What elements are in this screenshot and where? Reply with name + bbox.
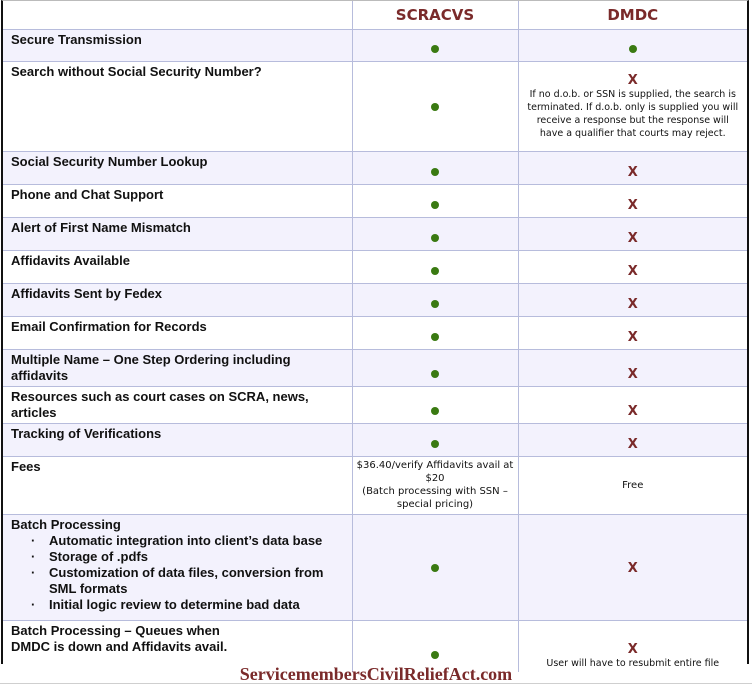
dmdc-cell — [518, 515, 747, 621]
dmdc-cell — [518, 30, 747, 62]
header-feature — [3, 1, 352, 30]
scracvs-cell — [352, 424, 518, 457]
comparison-table — [3, 1, 747, 672]
x-mark-icon: X — [627, 437, 638, 452]
scracvs-cell — [352, 284, 518, 317]
table-row — [3, 251, 747, 284]
scracvs-cell — [352, 317, 518, 350]
scracvs-cell — [352, 185, 518, 218]
feature-label-line: Batch Processing – Queues when — [11, 623, 220, 638]
table-row — [3, 30, 747, 62]
x-mark-icon: X — [627, 560, 638, 576]
dmdc-cell — [518, 387, 747, 424]
fee-line: $20 — [425, 473, 445, 484]
x-mark-icon: X — [627, 231, 638, 246]
feature-label: Phone and Chat Support — [3, 185, 352, 218]
feature-label-line: DMDC is down and Affidavits avail. — [11, 639, 228, 654]
bullet-item: · Storage of .pdfs — [37, 549, 344, 565]
fee-line: (Batch processing with SSN – — [362, 486, 508, 497]
x-mark-icon: X — [627, 165, 638, 180]
check-dot-icon — [431, 407, 439, 415]
table-row — [3, 62, 747, 152]
bullet-item: · Automatic integration into client’s data base — [37, 533, 344, 549]
feature-label: Multiple Name – One Step Ordering including affidavits — [3, 350, 352, 387]
scracvs-cell — [352, 30, 518, 62]
check-dot-icon — [431, 267, 439, 275]
x-mark-icon: X — [627, 330, 638, 345]
scracvs-cell — [352, 62, 518, 152]
feature-label: Email Confirmation for Records — [3, 317, 352, 350]
header-row — [3, 1, 747, 30]
scracvs-cell — [352, 152, 518, 185]
feature-label: Secure Transmission — [3, 30, 352, 62]
table-row — [3, 350, 747, 387]
check-dot-icon — [431, 440, 439, 448]
check-dot-icon — [431, 300, 439, 308]
check-dot-icon — [431, 651, 439, 659]
table-row — [3, 387, 747, 424]
scracvs-cell — [352, 515, 518, 621]
dmdc-note: User will have to resubmit entire file — [546, 657, 720, 669]
table-row — [3, 152, 747, 185]
check-dot-icon — [629, 45, 637, 53]
check-dot-icon — [431, 370, 439, 378]
fee-line: special pricing) — [396, 499, 474, 510]
x-mark-icon: X — [627, 72, 638, 88]
feature-label: Social Security Number Lookup — [3, 152, 352, 185]
site-footer-brand: ServicemembersCivilReliefAct.com — [239, 664, 513, 684]
table-row — [3, 185, 747, 218]
bullet-item: · Initial logic review to determine bad data — [37, 597, 344, 613]
scracvs-fee-cell — [352, 457, 518, 515]
x-mark-icon: X — [627, 198, 638, 213]
scracvs-cell — [352, 387, 518, 424]
feature-label: Tracking of Verifications — [3, 424, 352, 457]
header-dmdc: DMDC — [518, 1, 747, 30]
dmdc-cell — [518, 350, 747, 387]
dmdc-cell — [518, 62, 747, 152]
check-dot-icon — [431, 201, 439, 209]
dmdc-cell — [518, 185, 747, 218]
check-dot-icon — [431, 333, 439, 341]
scracvs-cell — [352, 251, 518, 284]
dmdc-cell — [518, 251, 747, 284]
feature-label: Affidavits Available — [3, 251, 352, 284]
dmdc-cell — [518, 317, 747, 350]
table-row — [3, 284, 747, 317]
feature-label: Resources such as court cases on SCRA, news, articles — [3, 387, 352, 424]
x-mark-icon: X — [627, 297, 638, 312]
check-dot-icon — [431, 45, 439, 53]
fee-line: $36.40/verify Affidavits avail at — [356, 460, 514, 471]
comparison-table-frame — [1, 0, 749, 669]
bullet-item: · Customization of data files, conversion from SML formats — [37, 565, 344, 597]
table-row — [3, 424, 747, 457]
dmdc-cell — [518, 284, 747, 317]
check-dot-icon — [431, 103, 439, 111]
dmdc-fee-cell: Free — [518, 457, 747, 515]
table-row-fees — [3, 457, 747, 515]
feature-bullets — [11, 533, 344, 613]
dmdc-cell — [518, 218, 747, 251]
table-row-batch — [3, 515, 747, 621]
check-dot-icon — [431, 564, 439, 572]
check-dot-icon — [431, 168, 439, 176]
dmdc-cell — [518, 152, 747, 185]
feature-label: Fees — [3, 457, 352, 515]
feature-label: Search without Social Security Number? — [3, 62, 352, 152]
x-mark-icon: X — [627, 641, 638, 657]
dmdc-cell — [518, 424, 747, 457]
x-mark-icon: X — [627, 264, 638, 279]
feature-label: Affidavits Sent by Fedex — [3, 284, 352, 317]
scracvs-cell — [352, 218, 518, 251]
check-dot-icon — [431, 234, 439, 242]
dmdc-note: If no d.o.b. or SSN is supplied, the search is terminated. If d.o.b. only is supplied you will receive a response but the response will have a qualifier that courts may reject. — [527, 88, 739, 139]
table-row — [3, 317, 747, 350]
feature-cell — [3, 515, 352, 621]
header-scracvs: SCRACVS — [352, 1, 518, 30]
scracvs-cell — [352, 350, 518, 387]
x-mark-icon: X — [627, 404, 638, 419]
table-row — [3, 218, 747, 251]
feature-label: Alert of First Name Mismatch — [3, 218, 352, 251]
feature-label: Batch Processing — [11, 517, 121, 532]
x-mark-icon: X — [627, 367, 638, 382]
